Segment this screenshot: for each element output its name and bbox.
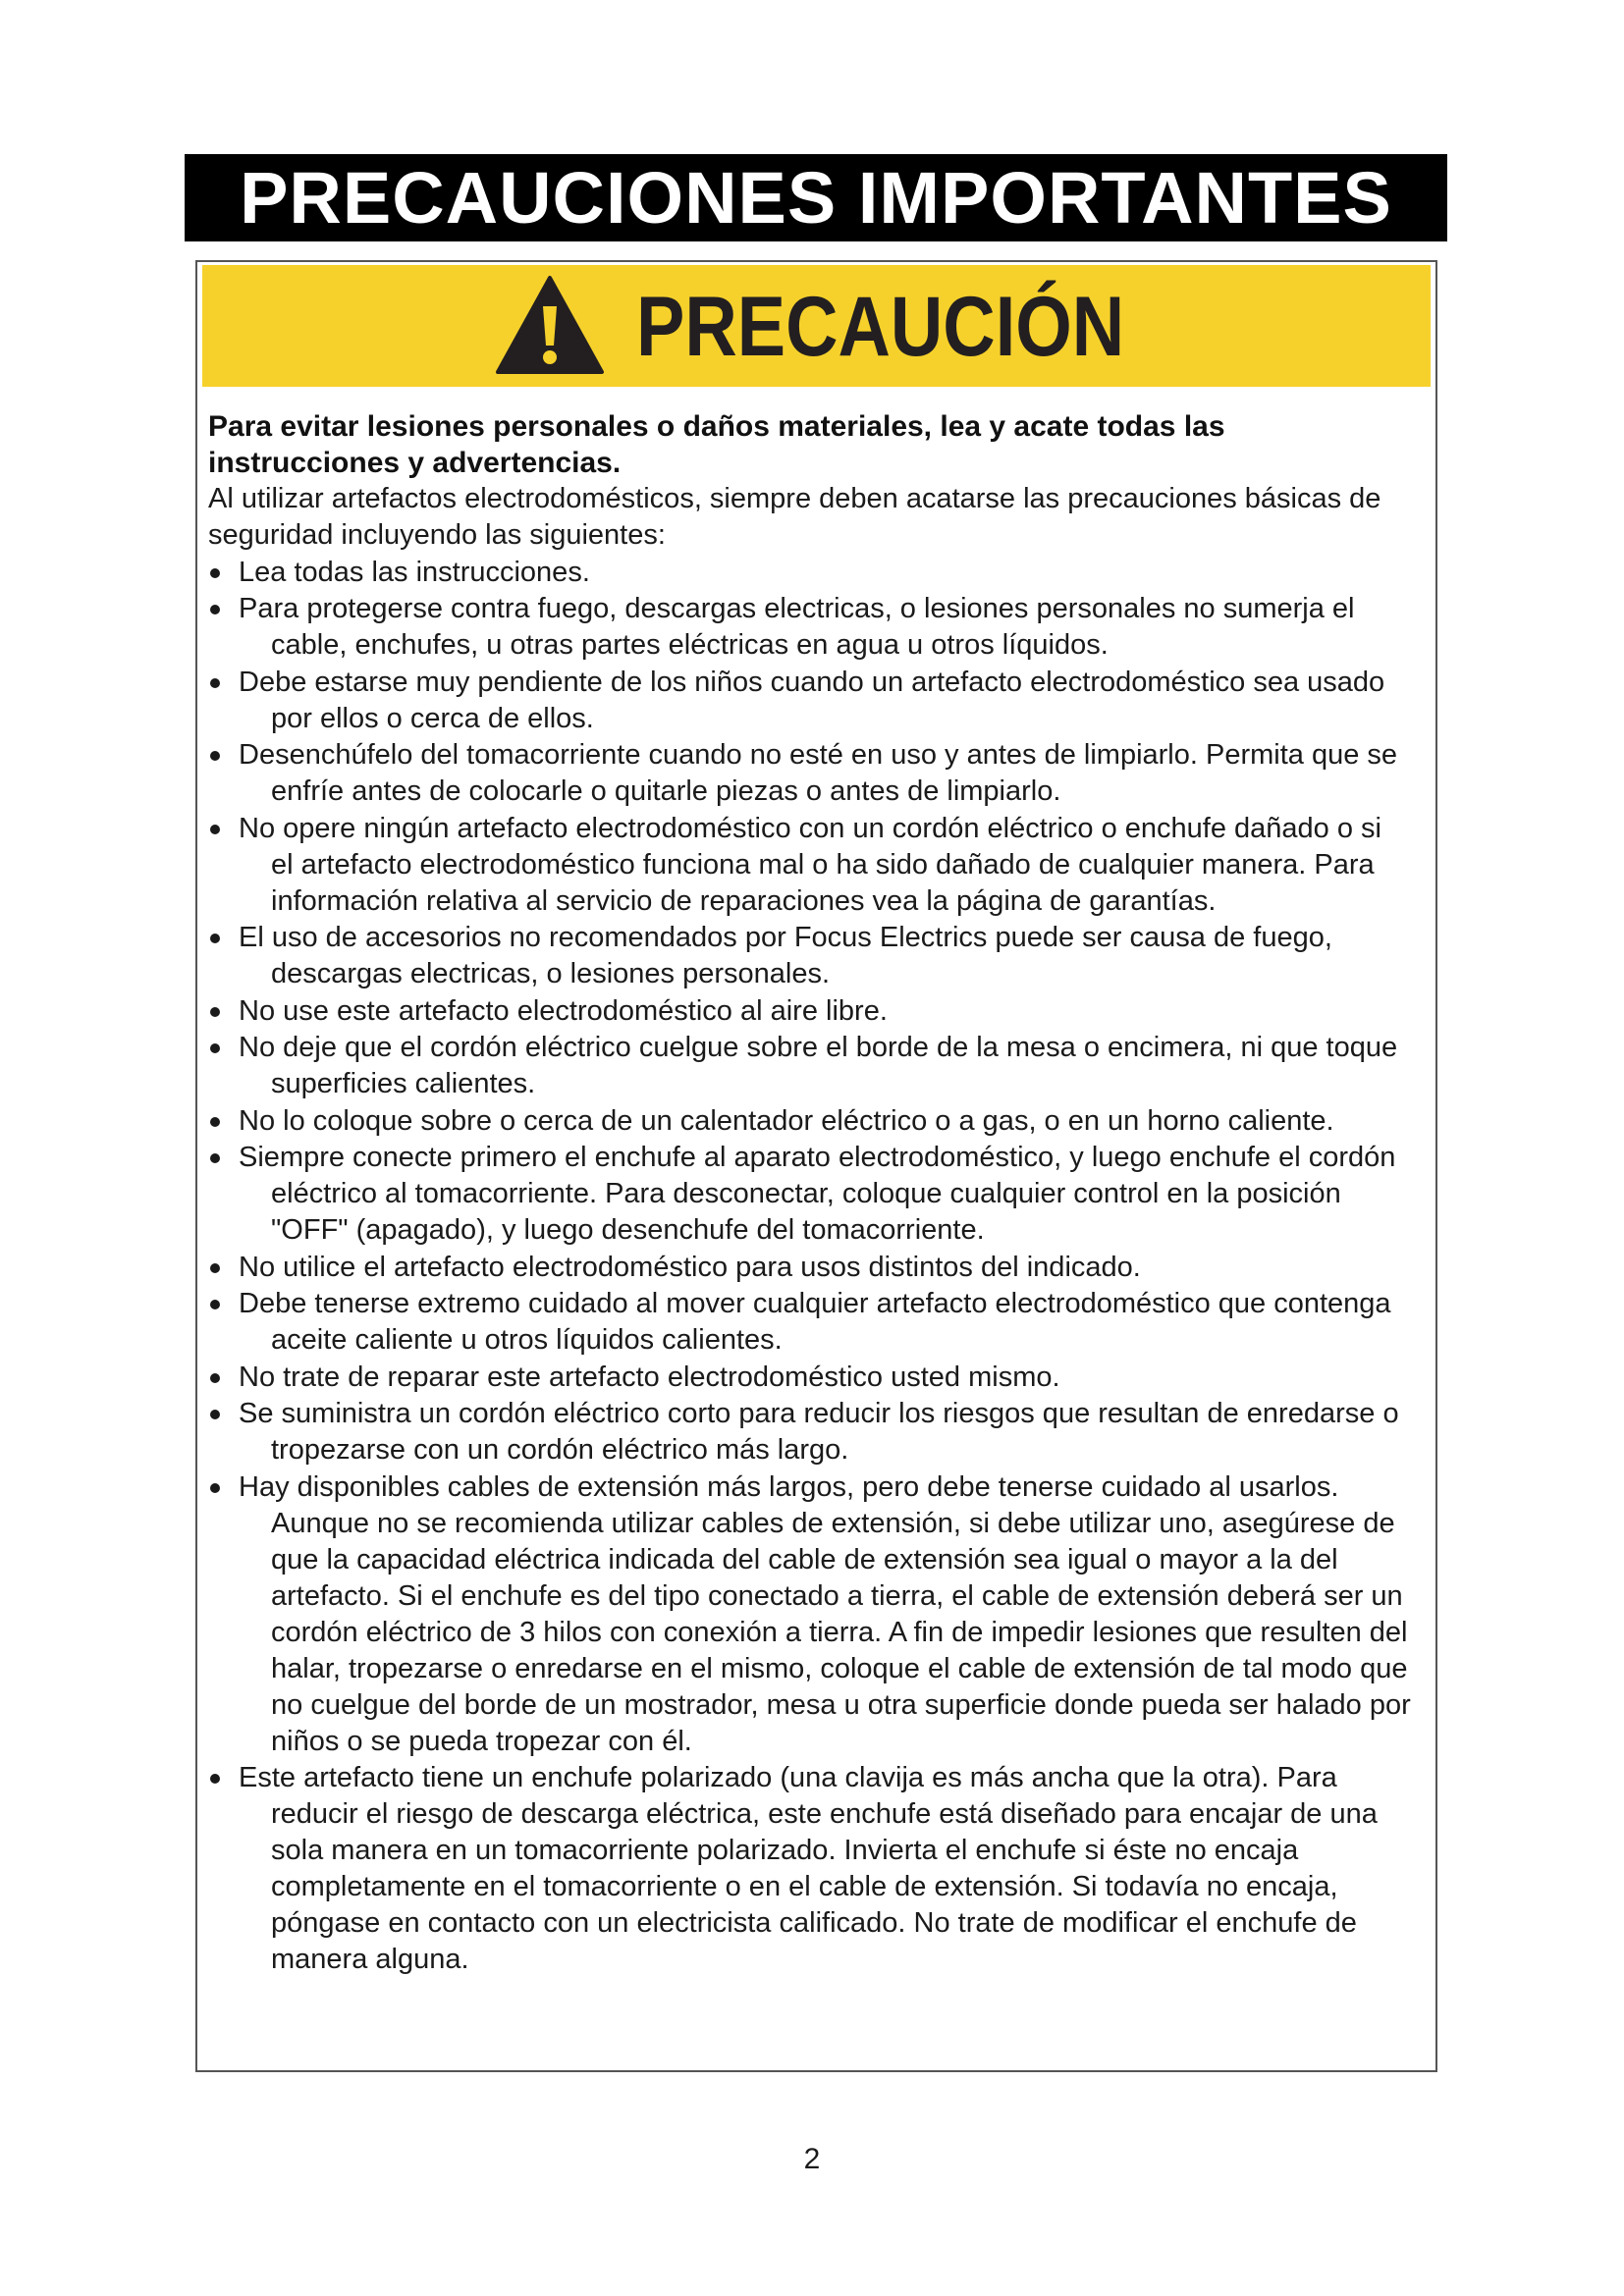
list-item: Debe tenerse extremo cuidado al mover cualquier artefacto electrodoméstico que contenga aceite caliente u otros líquidos calientes.	[239, 1288, 1391, 1356]
list-item: No utilice el artefacto electrodoméstico para usos distintos del indicado.	[239, 1251, 1141, 1283]
list-item: Se suministra un cordón eléctrico corto para reducir los riesgos que resultan de enredarse o tropezarse con un cordón eléctrico más largo.	[239, 1398, 1399, 1466]
intro-text: Al utilizar artefactos electrodomésticos, siempre deben acatarse las precauciones básicas de seguridad incluyendo las siguientes:	[208, 483, 1381, 551]
page-title: PRECAUCIONES IMPORTANTES	[185, 154, 1447, 241]
list-item: Para protegerse contra fuego, descargas electricas, o lesiones personales no sumerja el cable, enchufes, u otras partes eléctricas en agua u otros líquidos.	[239, 593, 1355, 661]
list-item: Este artefacto tiene un enchufe polarizado (una clavija es más ancha que la otra). Para reducir el riesgo de descarga eléctrica, este enchufe está diseñado para encajar de una sola manera en un tomacorriente polarizado. Invierta el enchufe si éste no encaja completamente en el tomacorriente o en el cable de extensión. Si todavía no encaja, póngase en contacto con un electricista calificado. No trate de modificar el enchufe de manera alguna.	[239, 1762, 1378, 1975]
list-item: Debe estarse muy pendiente de los niños cuando un artefacto electrodoméstico sea usado por ellos o cerca de ellos.	[239, 666, 1385, 734]
list-item: No lo coloque sobre o cerca de un calentador eléctrico o a gas, o en un horno caliente.	[239, 1104, 1334, 1137]
list-item: Desenchúfelo del tomacorriente cuando no esté en uso y antes de limpiarlo. Permita que se enfríe antes de colocarle o quitarle piezas o antes de limpiarlo.	[239, 739, 1398, 807]
list-item: No opere ningún artefacto electrodoméstico con un cordón eléctrico o enchufe dañado o si el artefacto electrodoméstico funciona mal o ha sido dañado de cualquier manera. Para información relativa al servicio de reparaciones vea la página de garantías.	[239, 812, 1381, 917]
list-item: No trate de reparar este artefacto electrodoméstico usted mismo.	[239, 1361, 1060, 1393]
lead-warning: Para evitar lesiones personales o daños materiales, lea y acate todas las instrucciones y advertencias.	[208, 410, 1225, 479]
list-item: No use este artefacto electrodoméstico al aire libre.	[239, 994, 888, 1027]
list-item: El uso de accesorios no recomendados por Focus Electrics puede ser causa de fuego, descargas electricas, o lesiones personales.	[239, 922, 1332, 989]
list-item: Siempre conecte primero el enchufe al aparato electrodoméstico, y luego enchufe el cordón eléctrico al tomacorriente. Para desconectar, coloque cualquier control en la posición "OFF" (apagado), y luego desenchufe del tomacorriente.	[239, 1142, 1396, 1246]
page-number: 2	[803, 2143, 821, 2175]
list-item: Hay disponibles cables de extensión más largos, pero debe tenerse cuidado al usarlos. Aunque no se recomienda utilizar cables de extensión, si debe utilizar uno, asegúrese de que la capacidad eléctrica indicada del cable de extensión sea igual o mayor a la del artefacto. Si el enchufe es del tipo conectado a tierra, el cable de extensión deberá ser un cordón eléctrico de 3 hilos con conexión a tierra. A fin de impedir lesiones que resulten del halar, tropezarse o enredarse en el mismo, coloque el cable de extensión de tal modo que no cuelgue del borde de un mostrador, mesa u otra superficie donde pueda ser halado por niños o se pueda tropezar con él.	[239, 1470, 1411, 1757]
precautions-content	[208, 408, 1431, 1978]
list-item: Lea todas las instrucciones.	[239, 556, 590, 588]
caution-label: PRECAUCIÓN	[636, 279, 1125, 374]
precautions-list	[208, 555, 1431, 1979]
warning-icon	[495, 275, 605, 375]
list-item: No deje que el cordón eléctrico cuelgue sobre el borde de la mesa o encimera, ni que toque superficies calientes.	[239, 1032, 1398, 1099]
